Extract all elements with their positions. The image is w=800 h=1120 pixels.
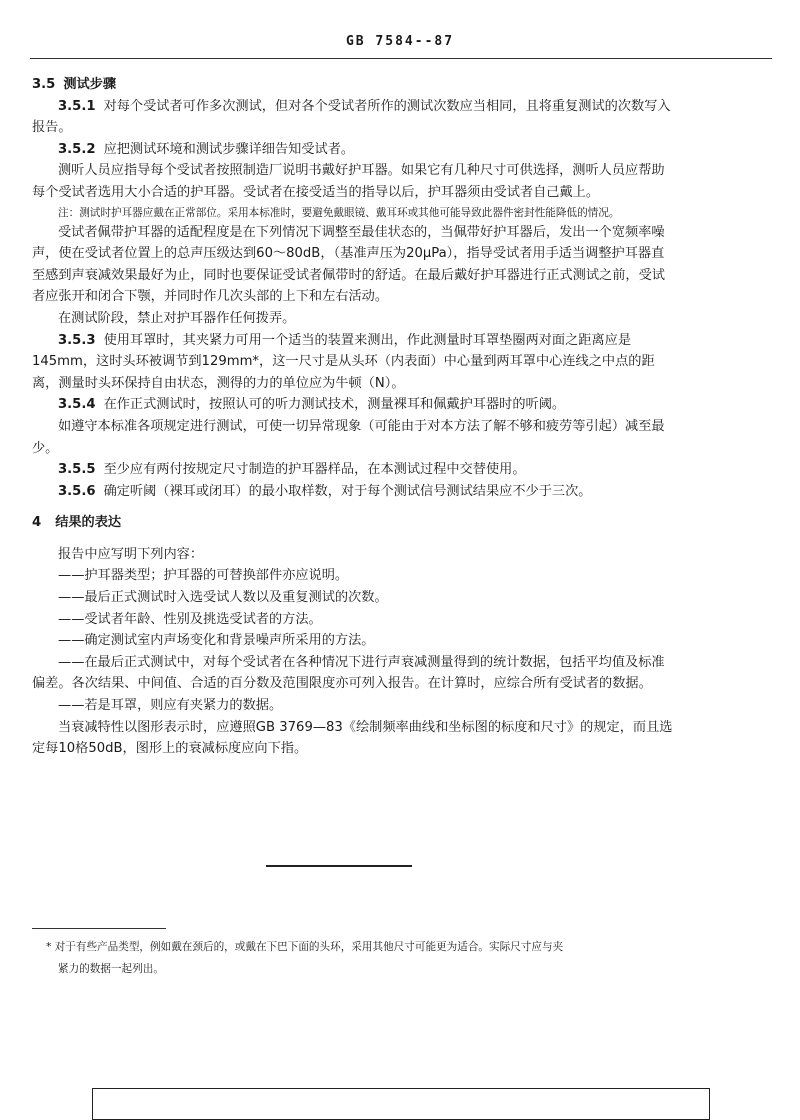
clause-3-5-6 [32, 481, 676, 503]
clause-number: 3.5.5 [58, 462, 96, 478]
clause-number: 3.5.2 [58, 141, 96, 157]
list-item: ——受试者年龄、性别及挑选受试者的方法。 [58, 611, 322, 627]
list-item: ——若是耳罩，则应有夹紧力的数据。 [58, 698, 283, 714]
note-label: 注： [58, 206, 80, 219]
paragraph: 报告中应写明下列内容： [58, 546, 204, 562]
clause-text: 在作正式测试时，按照认可的听力测试技术，测量裸耳和佩戴护耳器时的听阈。 [103, 397, 566, 413]
section-title: 测试步骤 [63, 77, 117, 92]
paragraph: 测听人员应指导每个受试者按照制造厂说明书戴好护耳器。如果它有几种尺寸可供选择，测听人员应帮助每个受试者选用大小合适的护耳器。受试者在接受适当的指导以后，护耳器须由受试者自己戴上。 [32, 163, 665, 200]
clause-text: 使用耳罩时，其夹紧力可用一个适当的装置来测出，作此测量时耳罩垫圈两对面之距离应是145mm，这时头环被调节到129mm*，这一尺寸是从头环（内表面）中心量到两耳罩中心连线之中点的距离，测量时头环保持自由状态，测得的力的单位应为牛顿（N）。 [32, 332, 655, 391]
spacer [32, 502, 676, 512]
section-title: 结果的表达 [55, 515, 122, 531]
list-item: ——在最后正式测试中，对每个受试者在各种情况下进行声衰减测量得到的统计数据，包括平均值及标准偏差。各次结果、中间值、合适的百分数及范围限度亦可列入报告。在计算时，应综合所有受试者的数据。 [32, 654, 665, 692]
end-rule [266, 865, 412, 867]
clause-3-5-2 [32, 139, 676, 161]
paragraph: 当衰减特性以图形表示时，应遵照GB 3769—83《绘制频率曲线和坐标图的标度和尺寸》的规定，而且选定每10格50dB，图形上的衰减标度应向下指。 [32, 719, 673, 757]
header-rule [30, 58, 772, 59]
list-item: ——确定测试室内声场变化和背景噪声所采用的方法。 [58, 633, 375, 649]
clause-3-5-4 [32, 394, 676, 416]
clause-text: 对每个受试者可作多次测试，但对各个受试者所作的测试次数应当相同，且将重复测试的次数写入报告。 [32, 98, 671, 136]
clause-3-5-3 [32, 330, 676, 395]
footnote-rule [32, 928, 166, 929]
section-number: 4 [32, 515, 42, 531]
section-4-heading [32, 512, 676, 534]
paragraph: 在测试阶段，禁止对护耳器作任何拨弄。 [58, 310, 296, 326]
clause-number: 3.5.3 [58, 332, 96, 348]
document-body [32, 74, 676, 760]
list-item: ——最后正式测试时入选受试人数以及重复测试的次数。 [58, 590, 388, 606]
clause-number: 3.5.6 [58, 483, 96, 499]
footnote-line: * 对于有些产品类型，例如戴在颈后的，或戴在下巴下面的头环，采用其他尺寸可能更为适合。实际尺寸应与夹 [46, 941, 564, 953]
page-header: GB 7584--87 [345, 34, 455, 49]
clause-3-5-1 [32, 96, 676, 139]
clause-text: 应把测试环境和测试步骤详细告知受试者。 [103, 141, 355, 157]
paragraph: 如遵守本标准各项规定进行测试，可使一切异常现象（可能由于对本方法了解不够和疲劳等引起）减至最少。 [32, 418, 665, 456]
clause-text: 至少应有两付按规定尺寸制造的护耳器样品，在本测试过程中交替使用。 [103, 462, 526, 478]
clause-3-5-5 [32, 459, 676, 481]
note-text: 测试时护耳器应戴在正常部位。采用本标准时，要避免戴眼镜、戴耳环或其他可能导致此器件密封性能降低的情况。 [79, 206, 620, 219]
section-3-5-heading [32, 74, 676, 96]
paragraph: 受试者佩带护耳器的适配程度是在下列情况下调整至最佳状态的，当佩带好护耳器后，发出一个宽频率噪声，使在受试者位置上的总声压级达到60～80dB，（基准声压为20μPa），指导受试者用手适当调整护耳器直至感到声衰减效果最好为止，同时也要保证受试者佩带时的舒适。在最后戴好护耳器进行正式测试之前，受试者应张开和闭合下颚，并同时作几次头部的上下和左右活动。 [32, 224, 665, 305]
spacer [32, 534, 676, 544]
note [32, 204, 676, 222]
section-number: 3.5 [32, 77, 56, 92]
footnote [46, 936, 686, 980]
clause-number: 3.5.1 [58, 98, 96, 114]
clause-text: 确定听阈（裸耳或闭耳）的最小取样数，对于每个测试信号测试结果应不少于三次。 [103, 483, 592, 499]
footnote-line: 紧力的数据一起列出。 [58, 963, 164, 975]
bottom-frame [92, 1088, 710, 1120]
list-item: ——护耳器类型；护耳器的可替换部件亦应说明。 [58, 568, 349, 584]
clause-number: 3.5.4 [58, 397, 96, 413]
